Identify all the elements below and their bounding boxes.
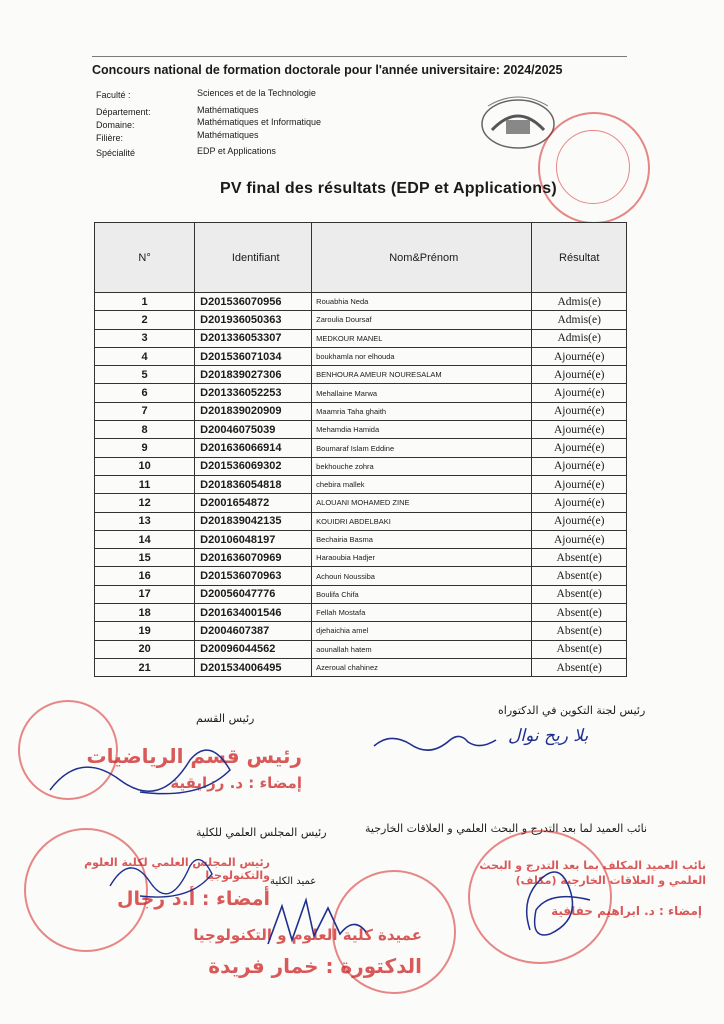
row-identifiant: D2004607387 (195, 622, 312, 640)
council-signature (100, 846, 220, 916)
col-header-resultat: Résultat (532, 223, 627, 293)
row-resultat: Ajourné(e) (532, 421, 627, 439)
row-number: 15 (95, 549, 195, 567)
row-nom-prenom: Boulifa Chifa (312, 585, 532, 603)
department-label: Département: (96, 107, 151, 117)
row-number: 16 (95, 567, 195, 585)
row-number: 1 (95, 293, 195, 311)
row-number: 20 (95, 640, 195, 658)
row-resultat: Ajourné(e) (532, 475, 627, 493)
table-row (95, 658, 627, 676)
row-number: 10 (95, 457, 195, 475)
council-stamp-line2: أمضاء : أ.د رجال (116, 888, 270, 910)
domain-value: Mathématiques et Informatique (197, 117, 322, 127)
table-row (95, 402, 627, 420)
row-nom-prenom: aounallah hatem (312, 640, 532, 658)
table-row (95, 347, 627, 365)
row-resultat: Ajourné(e) (532, 402, 627, 420)
table-row (95, 329, 627, 347)
table-row (95, 439, 627, 457)
row-number: 21 (95, 658, 195, 676)
table-header-row (95, 223, 627, 293)
filiere-value: Mathématiques (197, 130, 259, 140)
table-row (95, 494, 627, 512)
row-resultat: Admis(e) (532, 311, 627, 329)
row-number: 13 (95, 512, 195, 530)
row-resultat: Ajourné(e) (532, 347, 627, 365)
dept-stamp-line1: رئيس قسم الرياضيات (86, 744, 302, 768)
row-resultat: Absent(e) (532, 567, 627, 585)
col-header-identifiant: Identifiant (195, 223, 312, 293)
row-nom-prenom: Fellah Mostafa (312, 604, 532, 622)
table-row (95, 311, 627, 329)
row-nom-prenom: MEDKOUR MANEL (312, 329, 532, 347)
dean-stamp-line1: عميدة كلية العلوم و التكنولوجيا (193, 926, 422, 944)
row-number: 4 (95, 347, 195, 365)
row-nom-prenom: Maamria Taha ghaith (312, 402, 532, 420)
row-number: 2 (95, 311, 195, 329)
row-identifiant: D2001654872 (195, 494, 312, 512)
table-row (95, 640, 627, 658)
faculty-value: Sciences et de la Technologie (197, 88, 316, 98)
row-number: 14 (95, 530, 195, 548)
row-resultat: Absent(e) (532, 658, 627, 676)
row-resultat: Absent(e) (532, 604, 627, 622)
row-resultat: Absent(e) (532, 585, 627, 603)
row-resultat: Ajourné(e) (532, 384, 627, 402)
row-nom-prenom: djehaichia amel (312, 622, 532, 640)
row-nom-prenom: bekhouche zohra (312, 457, 532, 475)
table-row (95, 421, 627, 439)
document-title: Concours national de formation doctorale pour l'année universitaire: 2024/2025 (92, 63, 563, 77)
vice-dean-stamp-line2: إمضاء : د. ابراهيم حفافية (551, 904, 702, 918)
row-identifiant: D20056047776 (195, 585, 312, 603)
row-resultat: Ajourné(e) (532, 439, 627, 457)
department-value: Mathématiques (197, 105, 259, 115)
row-nom-prenom: Haraoubia Hadjer (312, 549, 532, 567)
row-number: 5 (95, 366, 195, 384)
row-number: 11 (95, 475, 195, 493)
row-nom-prenom: BENHOURA AMEUR NOURESALAM (312, 366, 532, 384)
row-number: 6 (95, 384, 195, 402)
row-nom-prenom: Azeroual chahinez (312, 658, 532, 676)
row-identifiant: D20046075039 (195, 421, 312, 439)
filiere-label: Filière: (96, 133, 124, 143)
row-identifiant: D20106048197 (195, 530, 312, 548)
row-identifiant: D201936050363 (195, 311, 312, 329)
table-row (95, 567, 627, 585)
row-nom-prenom: boukhamla nor elhouda (312, 347, 532, 365)
council-label: رئيس المجلس العلمي للكلية (196, 826, 327, 839)
table-row (95, 457, 627, 475)
table-row (95, 366, 627, 384)
table-row (95, 384, 627, 402)
row-number: 19 (95, 622, 195, 640)
vice-dean-signature (510, 860, 600, 940)
specialite-label: Spécialité (96, 148, 136, 158)
row-resultat: Ajourné(e) (532, 512, 627, 530)
row-resultat: Ajourné(e) (532, 530, 627, 548)
row-nom-prenom: Boumaraf Islam Eddine (312, 439, 532, 457)
faculty-label: Faculté : (96, 90, 131, 100)
committee-signature (370, 728, 500, 758)
row-identifiant: D201839020909 (195, 402, 312, 420)
row-identifiant: D201839042135 (195, 512, 312, 530)
vice-dean-label: نائب العميد لما بعد التدرج و البحث العلمي و العلاقات الخارجية (365, 822, 648, 835)
dept-head-label: رئيس القسم (196, 712, 255, 725)
row-nom-prenom: Bechairia Basma (312, 530, 532, 548)
table-row (95, 530, 627, 548)
row-nom-prenom: Mehallaine Marwa (312, 384, 532, 402)
table-row (95, 475, 627, 493)
dean-label: عميد الكلية (270, 876, 317, 887)
row-number: 3 (95, 329, 195, 347)
row-resultat: Absent(e) (532, 549, 627, 567)
row-nom-prenom: Zaroulia Doursaf (312, 311, 532, 329)
dean-signature (262, 886, 372, 956)
row-nom-prenom: Rouabhia Neda (312, 293, 532, 311)
col-header-nom-prenom: Nom&Prénom (312, 223, 532, 293)
row-identifiant: D201536070956 (195, 293, 312, 311)
top-rule (92, 56, 627, 57)
row-identifiant: D201636066914 (195, 439, 312, 457)
row-identifiant: D201836054818 (195, 475, 312, 493)
row-resultat: Ajourné(e) (532, 366, 627, 384)
faculty-stamp-top-inner (556, 130, 630, 204)
pv-title: PV final des résultats (EDP et Applications) (220, 180, 557, 197)
col-header-number: N° (95, 223, 195, 293)
committee-label: رئيس لجنة التكوين في الدكتوراه (498, 704, 646, 717)
row-identifiant: D201536069302 (195, 457, 312, 475)
row-resultat: Admis(e) (532, 293, 627, 311)
domain-label: Domaine: (96, 120, 135, 130)
row-resultat: Ajourné(e) (532, 494, 627, 512)
dean-stamp-line2: الدكتورة : خمار فريدة (208, 954, 422, 978)
row-nom-prenom: Mehamdia Hamida (312, 421, 532, 439)
row-identifiant: D201636070969 (195, 549, 312, 567)
committee-handwritten-name: بلا ريح نوال (508, 726, 589, 746)
row-identifiant: D201536071034 (195, 347, 312, 365)
results-table (94, 222, 627, 677)
council-stamp-line1: رئيس المجلس العلمي لكلية العلوم والتكنولوجيا (84, 856, 270, 882)
table-row (95, 549, 627, 567)
row-identifiant: D201536070963 (195, 567, 312, 585)
row-identifiant: D201534006495 (195, 658, 312, 676)
row-number: 17 (95, 585, 195, 603)
row-nom-prenom: Achouri Noussiba (312, 567, 532, 585)
table-row (95, 622, 627, 640)
table-row (95, 512, 627, 530)
row-resultat: Admis(e) (532, 329, 627, 347)
row-identifiant: D201336052253 (195, 384, 312, 402)
row-identifiant: D201839027306 (195, 366, 312, 384)
row-number: 9 (95, 439, 195, 457)
row-resultat: Absent(e) (532, 640, 627, 658)
row-nom-prenom: KOUIDRI ABDELBAKI (312, 512, 532, 530)
table-row (95, 293, 627, 311)
specialite-value: EDP et Applications (197, 146, 276, 156)
row-number: 12 (95, 494, 195, 512)
table-row (95, 604, 627, 622)
row-identifiant: D201634001546 (195, 604, 312, 622)
row-identifiant: D201336053307 (195, 329, 312, 347)
row-resultat: Ajourné(e) (532, 457, 627, 475)
row-nom-prenom: ALOUANI MOHAMED ZINE (312, 494, 532, 512)
vice-dean-stamp-line1: نائب العميد المكلف بما بعد التدرج و البحث العلمي و العلاقات الخارجية (مكلف) (479, 859, 706, 887)
row-number: 18 (95, 604, 195, 622)
dept-stamp-line2: إمضاء : د. رزايقية (170, 774, 302, 792)
row-number: 8 (95, 421, 195, 439)
dept-head-signature (40, 740, 240, 810)
row-identifiant: D20096044562 (195, 640, 312, 658)
row-resultat: Absent(e) (532, 622, 627, 640)
row-nom-prenom: chebira mallek (312, 475, 532, 493)
row-number: 7 (95, 402, 195, 420)
table-row (95, 585, 627, 603)
